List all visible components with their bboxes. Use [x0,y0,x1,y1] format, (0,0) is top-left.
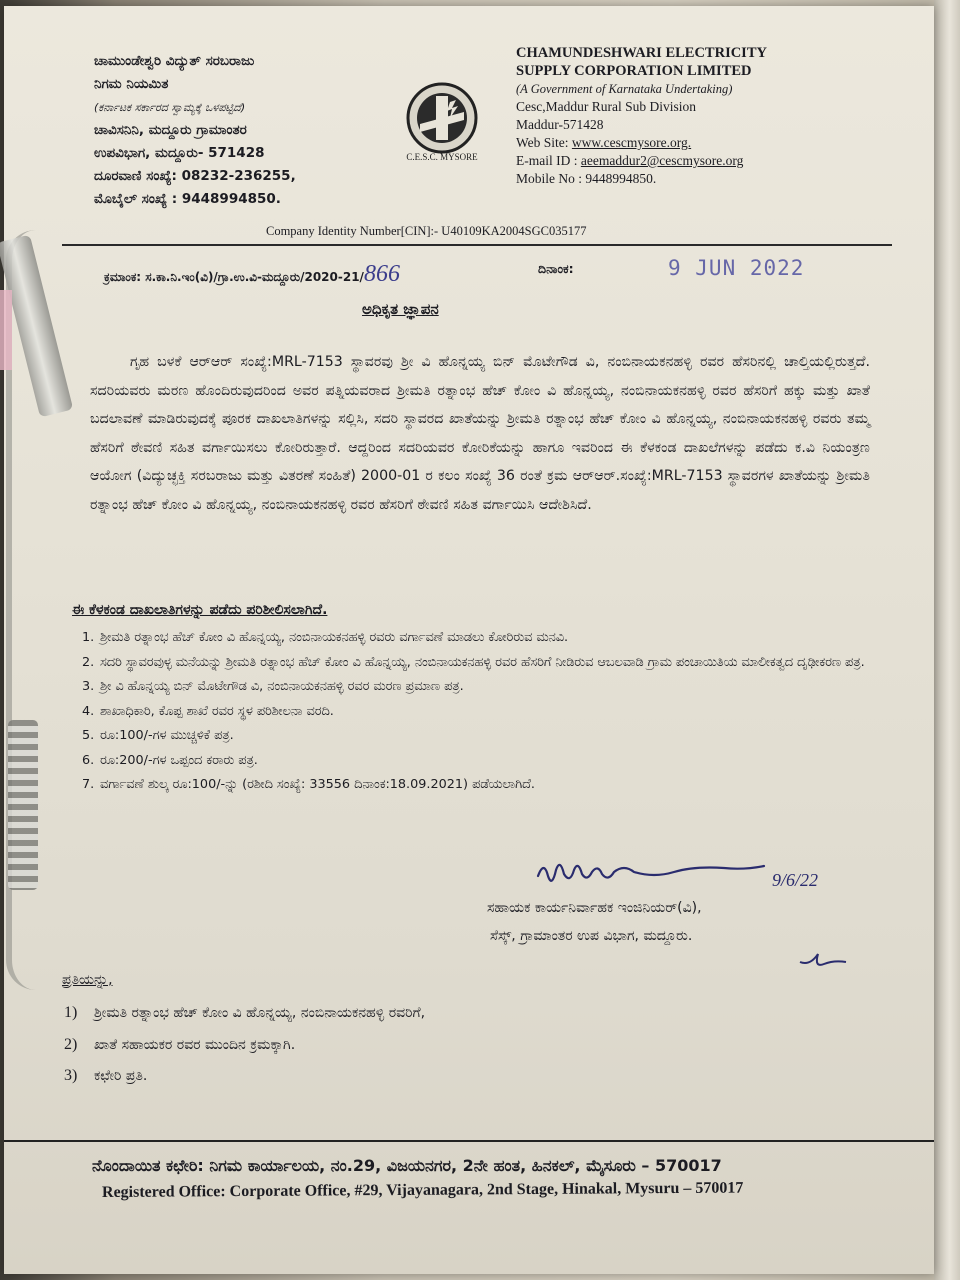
kn-mobile: ಮೊಬೈಲ್ ಸಂಖ್ಯೆ : 9448994850. [94,191,281,207]
en-website-row [516,134,816,152]
list-item: 2. ಸದರಿ ಸ್ಥಾವರವುಳ್ಳ ಮನೆಯನ್ನು ಶ್ರೀಮತಿ ರತ್ನಾಂಭ ಹೆಚ್ ಕೋಂ ವಿ ಹೊನ್ನಯ್ಯ, ನಂಬಿನಾಯಕನಹಳ್ಳಿ ರವರ ಹೆಸರಿಗೆ ನೀಡಿರುವ ಆಬಲವಾಡಿ ಗ್ರಾಮ ಪಂಚಾಯಿತಿಯ ಮಾಲೀಕತ್ವದ ದೃಢೀಕರಣ ಪತ್ರ. [82,654,865,670]
copies-label: ಪ್ರತಿಯನ್ನು, [62,972,113,988]
mobile-label: Mobile No : [516,171,582,186]
pink-tab [0,290,12,370]
binder-clip-bottom [8,720,38,890]
email-label: E-mail ID : [516,153,578,168]
designation-line1: ಸಹಾಯಕ ಕಾರ್ಯನಿರ್ವಾಹಕ ಇಂಜಿನಿಯರ್(ವಿ), [487,900,702,916]
designation-line2: ಸೆಸ್ಕ್, ಗ್ರಾಮಾಂತರ ಉಪ ವಿಭಾಗ, ಮದ್ದೂರು. [490,928,693,944]
website-label: Web Site: [516,135,569,150]
list-item: 3. ಶ್ರೀ ವಿ ಹೊನ್ನಯ್ಯ ಬಿನ್ ಮೊಟೇಗೌಡ ವಿ, ನಂಬಿನಾಯಕನಹಳ್ಳಿ ರವರ ಮರಣ ಪ್ರಮಾಣ ಪತ್ರ. [82,679,464,694]
list-item: 7. ವರ್ಗಾವಣೆ ಶುಲ್ಕ ರೂ:100/-ನ್ನು (ರಶೀದಿ ಸಂಖ್ಯೆ: 33556 ದಿನಾಂಕ:18.09.2021) ಪಡೆಯಲಾಗಿದೆ. [82,777,535,792]
list-item: 2) ಖಾತೆ ಸಹಾಯಕರ ರವರ ಮುಂದಿನ ಕ್ರಮಕ್ಕಾಗಿ. [64,1035,296,1053]
footer-kannada: ನೊಂದಾಯಿತ ಕಛೇರಿ: ನಿಗಮ ಕಾರ್ಯಾಲಯ, ನಂ.29, ವಿಜಯನಗರ, 2ನೇ ಹಂತ, ಹಿನಕಲ್, ಮೈಸೂರು – 570017 [92,1156,722,1175]
logo-caption: C.E.S.C. MYSORE [406,152,478,162]
cin-number: Company Identity Number[CIN]:- U40109KA2004SGC035177 [266,224,587,238]
memo-title: ಅಧಿಕೃತ ಜ್ಞಾಪನ [362,300,439,318]
reference-number [104,261,400,288]
footer-english: Registered Office: Corporate Office, #29, Vijayanagara, 2nd Stage, Hinakal, Mysuru – 570017 [101,1179,744,1201]
check-mark-icon [796,948,856,978]
en-mobile-row [516,170,816,188]
memo-body: ಗೃಹ ಬಳಕೆ ಆರ್‌ಆರ್ ಸಂಖ್ಯೆ:MRL-7153 ಸ್ಥಾವರವು ಶ್ರೀ ವಿ ಹೊನ್ನಯ್ಯ ಬಿನ್ ಮೊಟೇಗೌಡ ವಿ, ನಂಬಿನಾಯಕನಹಳ್ಳಿ ರವರ ಹೆಸರಿನಲ್ಲಿ ಚಾಲ್ತಿಯಲ್ಲಿರುತ್ತದೆ. ಸದರಿಯವರು ಮರಣ ಹೊಂದಿರುವುದರಿಂದ ಅವರ ಪತ್ನಿಯವರಾದ ಶ್ರೀಮತಿ ರತ್ನಾಂಭ ಹೆಚ್ ಕೋಂ ವಿ ಹೊನ್ನಯ್ಯ, ನಂಬಿನಾಯಕನಹಳ್ಳಿ ರವರ ಹೆಸರಿಗೆ ಹಕ್ಕು ಮತ್ತು ಖಾತೆ ಬದಲಾವಣೆ ಮಾಡಿರುವುದಕ್ಕೆ ಪೂರಕ ದಾಖಲಾತಿಗಳನ್ನು ಸಲ್ಲಿಸಿ, ಸದರಿ ಸ್ಥಾವರದ ಖಾತೆಯನ್ನು ಶ್ರೀಮತಿ ರತ್ನಾಂಭ ಹೆಚ್ ಕೋಂ ವಿ ಹೊನ್ನಯ್ಯ, ನಂಬಿನಾಯಕನಹಳ್ಳಿ ರವರು ತಮ್ಮ ಹೆಸರಿಗೆ ಠೇವಣಿ ಸಹಿತ ವರ್ಗಾಯಿಸಲು ಕೋರಿರುತ್ತಾರೆ. ಆದ್ದರಿಂದ ಸದರಿಯವರ ಕೋರಿಕೆಯನ್ನು ಹಾಗೂ ಇವರಿಂದ ಈ ಕೆಳಕಂಡ ದಾಖಲೆಗಳನ್ನು ಪಡೆದು ಕ.ವಿ ನಿಯಂತ್ರಣ ಆಯೋಗ (ವಿದ್ಯುಚ್ಛಕ್ತಿ ಸರಬರಾಜು ಮತ್ತು ವಿತರಣೆ ಸಂಹಿತೆ) 2000-01 ರ ಕಲಂ ಸಂಖ್ಯೆ 36 ರಂತೆ ಕ್ರಮ ಆರ್‌ಆರ್.ಸಂಖ್ಯೆ:MRL-7153 ಸ್ಥಾವರಗಳ ಖಾತೆಯನ್ನು ಶ್ರೀಮತಿ ರತ್ನಾಂಭ ಹೆಚ್ ಕೋಂ ವಿ ಹೊನ್ನಯ್ಯ, ನಂಬಿನಾಯಕನಹಳ್ಳಿ ರವರ ಹೆಸರಿಗೆ ಠೇವಣಿ ಸಹಿತ ವರ್ಗಾಯಿಸಿ ಆದೇಶಿಸಿದೆ. [90,354,870,513]
en-office-line2: Maddur-571428 [516,117,604,132]
reference-label: ಕ್ರಮಾಂಕ: ಸ.ಕಾ.ನಿ.ಇಂ(ವಿ)/ಗ್ರಾ.ಉ.ವಿ-ಮದ್ದೂರು/2020-21/ [104,270,364,284]
website-link[interactable]: www.cescmysore.org. [571,135,692,150]
list-item: 3) ಕಛೇರಿ ಪ್ರತಿ. [64,1067,148,1084]
en-email-row [516,152,816,170]
letter-page [4,6,934,1274]
handwritten-reference-number: 866 [363,261,400,287]
kn-org-line1: ಚಾಮುಂಡೇಶ್ವರಿ ವಿದ್ಯುತ್ ಸರಬರಾಜು [94,53,255,69]
list-item: 5. ರೂ:100/-ಗಳ ಮುಚ್ಚಳಿಕೆ ಪತ್ರ. [82,728,234,743]
paper-stack-edge [934,0,960,1280]
list-item: 1. ಶ್ರೀಮತಿ ರತ್ನಾಂಭ ಹೆಚ್ ಕೋಂ ವಿ ಹೊನ್ನಯ್ಯ, ನಂಬಿನಾಯಕನಹಳ್ಳಿ ರವರು ವರ್ಗಾವಣೆ ಮಾಡಲು ಕೋರಿರುವ ಮನವಿ. [82,630,569,645]
header-kannada [94,50,394,211]
kn-org-line2: ನಿಗಮ ನಿಯಮಿತ [94,76,169,92]
kn-office-line1: ಚಾವಿಸನಿನಿ, ಮದ್ದೂರು ಗ್ರಾಮಾಂತರ [94,122,247,138]
enclosures-list [82,628,872,800]
signature-date: 9/6/22 [772,870,819,890]
email-link[interactable]: aeemaddur2@cescmysore.org [580,153,744,168]
cesc-logo [380,74,504,162]
handwritten-signature [532,856,862,896]
kn-office-line2: ಉಪವಿಭಾಗ, ಮದ್ದೂರು- 571428 [94,145,265,161]
date-label: ದಿನಾಂಕ: [538,261,574,276]
en-office-line1: Cesc,Maddur Rural Sub Division [516,99,696,114]
enclosures-heading: ಈ ಕೆಳಕಂಡ ದಾಖಲಾತಿಗಳನ್ನು ಪಡೆದು ಪರಿಶೀಲಿಸಲಾಗಿದೆ. [72,602,328,618]
date-stamp: 9 JUN 2022 [668,256,805,280]
header-english [516,44,816,188]
footer-divider [4,1140,934,1142]
mobile-number: 9448994850. [585,171,657,186]
en-org-line2: SUPPLY CORPORATION LIMITED [516,63,752,79]
kn-phone: ದೂರವಾಣಿ ಸಂಖ್ಯೆ: 08232-236255, [94,168,296,184]
list-item: 4. ಶಾಖಾಧಿಕಾರಿ, ಕೊಪ್ಪ ಶಾಖೆ ರವರ ಸ್ಥಳ ಪರಿಶೀಲನಾ ವರದಿ. [82,703,334,719]
list-item: 1) ಶ್ರೀಮತಿ ರತ್ನಾಂಭ ಹೆಚ್ ಕೋಂ ವಿ ಹೊನ್ನಯ್ಯ, ನಂಬಿನಾಯಕನಹಳ್ಳಿ ರವರಿಗೆ, [64,1004,426,1021]
list-item: 6. ರೂ:200/-ಗಳ ಒಪ್ಪಂದ ಕರಾರು ಪತ್ರ. [82,752,258,768]
copies-list [64,1000,664,1095]
en-govt-note: (A Government of Karnataka Undertaking) [516,82,733,96]
en-org-line1: CHAMUNDESHWARI ELECTRICITY [516,45,767,61]
kn-govt-note: (ಕರ್ನಾಟಕ ಸರ್ಕಾರದ ಸ್ವಾಮ್ಯಕ್ಕೆ ಒಳಪಟ್ಟಿದೆ) [94,101,246,114]
header-divider [62,244,892,246]
